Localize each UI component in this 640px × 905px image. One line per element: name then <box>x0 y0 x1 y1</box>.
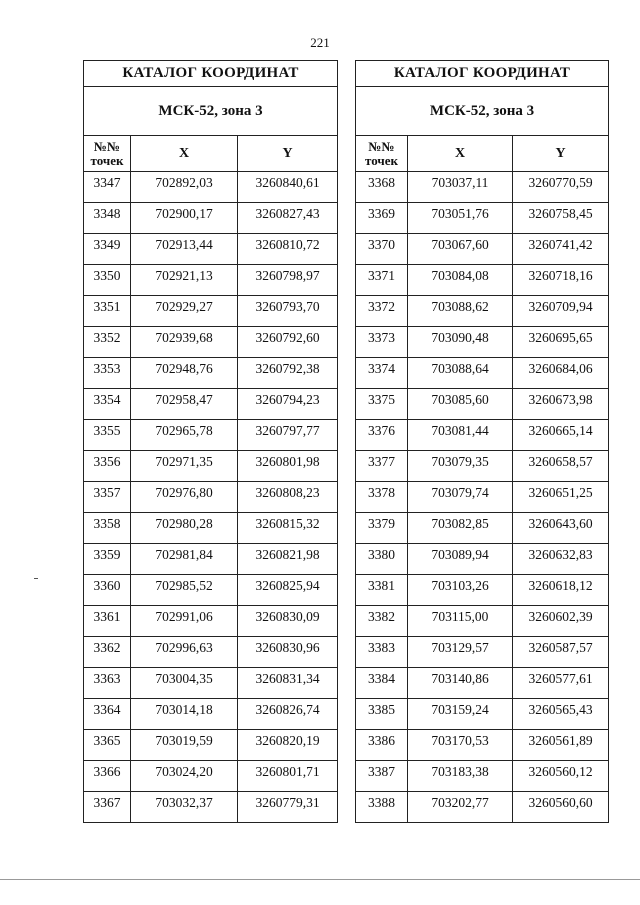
table-row <box>356 606 609 637</box>
y-coordinate-cell: 3260793,70 <box>238 296 338 327</box>
column-header-x: X <box>131 136 238 172</box>
table-row <box>356 575 609 606</box>
x-coordinate-cell: 702939,68 <box>131 327 238 358</box>
x-coordinate-cell: 703079,74 <box>408 482 513 513</box>
x-coordinate-cell: 702913,44 <box>131 234 238 265</box>
x-coordinate-cell: 703037,11 <box>408 172 513 203</box>
point-number-cell: 3372 <box>356 296 408 327</box>
table-row <box>356 668 609 699</box>
point-number-cell: 3383 <box>356 637 408 668</box>
point-number-cell: 3368 <box>356 172 408 203</box>
table-row <box>84 172 338 203</box>
x-coordinate-cell: 703067,60 <box>408 234 513 265</box>
x-coordinate-cell: 703115,00 <box>408 606 513 637</box>
point-number-cell: 3369 <box>356 203 408 234</box>
point-number-cell: 3361 <box>84 606 131 637</box>
point-number-cell: 3377 <box>356 451 408 482</box>
x-coordinate-cell: 703170,53 <box>408 730 513 761</box>
table-row <box>356 203 609 234</box>
y-coordinate-cell: 3260684,06 <box>513 358 609 389</box>
y-coordinate-cell: 3260602,39 <box>513 606 609 637</box>
y-coordinate-cell: 3260560,60 <box>513 792 609 823</box>
point-number-cell: 3373 <box>356 327 408 358</box>
point-number-cell: 3362 <box>84 637 131 668</box>
point-number-cell: 3380 <box>356 544 408 575</box>
column-header-point-number <box>356 136 408 172</box>
table-row <box>84 606 338 637</box>
x-coordinate-cell: 703103,26 <box>408 575 513 606</box>
y-coordinate-cell: 3260825,94 <box>238 575 338 606</box>
table-row <box>84 234 338 265</box>
table-row <box>356 234 609 265</box>
point-number-cell: 3382 <box>356 606 408 637</box>
y-coordinate-cell: 3260618,12 <box>513 575 609 606</box>
x-coordinate-cell: 702900,17 <box>131 203 238 234</box>
x-coordinate-cell: 703090,48 <box>408 327 513 358</box>
table-row <box>356 699 609 730</box>
point-number-cell: 3349 <box>84 234 131 265</box>
x-coordinate-cell: 703129,57 <box>408 637 513 668</box>
x-coordinate-cell: 703085,60 <box>408 389 513 420</box>
table-row <box>356 389 609 420</box>
y-coordinate-cell: 3260560,12 <box>513 761 609 792</box>
x-coordinate-cell: 703051,76 <box>408 203 513 234</box>
point-number-cell: 3365 <box>84 730 131 761</box>
point-number-cell: 3351 <box>84 296 131 327</box>
y-coordinate-cell: 3260821,98 <box>238 544 338 575</box>
point-number-cell: 3371 <box>356 265 408 296</box>
coordinate-catalog-table-right <box>355 60 609 823</box>
y-coordinate-cell: 3260709,94 <box>513 296 609 327</box>
x-coordinate-cell: 703019,59 <box>131 730 238 761</box>
y-coordinate-cell: 3260797,77 <box>238 420 338 451</box>
table-row <box>356 482 609 513</box>
y-coordinate-cell: 3260632,83 <box>513 544 609 575</box>
point-number-cell: 3347 <box>84 172 131 203</box>
point-number-header-text: №№ точек <box>90 138 124 168</box>
x-coordinate-cell: 702929,27 <box>131 296 238 327</box>
point-number-cell: 3367 <box>84 792 131 823</box>
coordinate-system-label: МСК-52, зона 3 <box>84 87 338 136</box>
y-coordinate-cell: 3260798,97 <box>238 265 338 296</box>
x-coordinate-cell: 703088,62 <box>408 296 513 327</box>
table-row <box>356 544 609 575</box>
point-number-cell: 3353 <box>84 358 131 389</box>
y-coordinate-cell: 3260758,45 <box>513 203 609 234</box>
x-coordinate-cell: 703081,44 <box>408 420 513 451</box>
table-row <box>84 203 338 234</box>
point-number-cell: 3381 <box>356 575 408 606</box>
y-coordinate-cell: 3260770,59 <box>513 172 609 203</box>
table-row <box>356 451 609 482</box>
table-row <box>84 327 338 358</box>
point-number-header-text: №№ точек <box>365 138 398 168</box>
table-row <box>84 575 338 606</box>
point-number-cell: 3379 <box>356 513 408 544</box>
point-number-cell: 3364 <box>84 699 131 730</box>
point-number-cell: 3355 <box>84 420 131 451</box>
table-row <box>84 451 338 482</box>
table-row <box>84 792 338 823</box>
x-coordinate-cell: 703079,35 <box>408 451 513 482</box>
table-row <box>84 358 338 389</box>
y-coordinate-cell: 3260561,89 <box>513 730 609 761</box>
column-header-y: Y <box>513 136 609 172</box>
x-coordinate-cell: 702996,63 <box>131 637 238 668</box>
table-row <box>84 761 338 792</box>
table-row <box>356 327 609 358</box>
x-coordinate-cell: 702965,78 <box>131 420 238 451</box>
table-row <box>84 699 338 730</box>
point-number-cell: 3378 <box>356 482 408 513</box>
column-header-x: X <box>408 136 513 172</box>
table-row <box>84 730 338 761</box>
y-coordinate-cell: 3260643,60 <box>513 513 609 544</box>
x-coordinate-cell: 703088,64 <box>408 358 513 389</box>
coordinate-catalog-table-left <box>83 60 338 823</box>
point-number-cell: 3357 <box>84 482 131 513</box>
point-number-cell: 3374 <box>356 358 408 389</box>
y-coordinate-cell: 3260651,25 <box>513 482 609 513</box>
point-number-cell: 3360 <box>84 575 131 606</box>
y-coordinate-cell: 3260718,16 <box>513 265 609 296</box>
point-number-cell: 3354 <box>84 389 131 420</box>
scan-speck <box>34 578 38 579</box>
y-coordinate-cell: 3260577,61 <box>513 668 609 699</box>
table-row <box>84 389 338 420</box>
table-row <box>356 358 609 389</box>
y-coordinate-cell: 3260826,74 <box>238 699 338 730</box>
table-row <box>84 544 338 575</box>
table-row <box>84 265 338 296</box>
page-number: 221 <box>310 35 330 50</box>
y-coordinate-cell: 3260658,57 <box>513 451 609 482</box>
table-row <box>84 482 338 513</box>
x-coordinate-cell: 702892,03 <box>131 172 238 203</box>
x-coordinate-cell: 703183,38 <box>408 761 513 792</box>
x-coordinate-cell: 702948,76 <box>131 358 238 389</box>
y-coordinate-cell: 3260831,34 <box>238 668 338 699</box>
footer-rule <box>0 879 640 880</box>
y-coordinate-cell: 3260779,31 <box>238 792 338 823</box>
table-row <box>356 513 609 544</box>
point-number-cell: 3384 <box>356 668 408 699</box>
table-row <box>356 296 609 327</box>
point-number-cell: 3388 <box>356 792 408 823</box>
x-coordinate-cell: 702981,84 <box>131 544 238 575</box>
y-coordinate-cell: 3260741,42 <box>513 234 609 265</box>
x-coordinate-cell: 703024,20 <box>131 761 238 792</box>
y-coordinate-cell: 3260665,14 <box>513 420 609 451</box>
y-coordinate-cell: 3260794,23 <box>238 389 338 420</box>
x-coordinate-cell: 702991,06 <box>131 606 238 637</box>
y-coordinate-cell: 3260827,43 <box>238 203 338 234</box>
y-coordinate-cell: 3260830,96 <box>238 637 338 668</box>
table-row <box>84 420 338 451</box>
point-number-cell: 3375 <box>356 389 408 420</box>
x-coordinate-cell: 703032,37 <box>131 792 238 823</box>
x-coordinate-cell: 703082,85 <box>408 513 513 544</box>
table-row <box>356 172 609 203</box>
y-coordinate-cell: 3260815,32 <box>238 513 338 544</box>
x-coordinate-cell: 702921,13 <box>131 265 238 296</box>
y-coordinate-cell: 3260810,72 <box>238 234 338 265</box>
point-number-cell: 3376 <box>356 420 408 451</box>
x-coordinate-cell: 702980,28 <box>131 513 238 544</box>
x-coordinate-cell: 703159,24 <box>408 699 513 730</box>
y-coordinate-cell: 3260820,19 <box>238 730 338 761</box>
point-number-cell: 3348 <box>84 203 131 234</box>
x-coordinate-cell: 703014,18 <box>131 699 238 730</box>
table-row <box>356 792 609 823</box>
point-number-cell: 3366 <box>84 761 131 792</box>
y-coordinate-cell: 3260587,57 <box>513 637 609 668</box>
point-number-cell: 3358 <box>84 513 131 544</box>
table-row <box>356 420 609 451</box>
y-coordinate-cell: 3260801,98 <box>238 451 338 482</box>
point-number-cell: 3386 <box>356 730 408 761</box>
y-coordinate-cell: 3260673,98 <box>513 389 609 420</box>
y-coordinate-cell: 3260565,43 <box>513 699 609 730</box>
x-coordinate-cell: 703140,86 <box>408 668 513 699</box>
table-row <box>356 265 609 296</box>
table-row <box>356 637 609 668</box>
table-row <box>356 761 609 792</box>
column-header-point-number <box>84 136 131 172</box>
point-number-cell: 3356 <box>84 451 131 482</box>
catalog-title: КАТАЛОГ КООРДИНАТ <box>356 61 609 87</box>
x-coordinate-cell: 703004,35 <box>131 668 238 699</box>
point-number-cell: 3352 <box>84 327 131 358</box>
x-coordinate-cell: 702971,35 <box>131 451 238 482</box>
point-number-cell: 3385 <box>356 699 408 730</box>
column-header-y: Y <box>238 136 338 172</box>
x-coordinate-cell: 702976,80 <box>131 482 238 513</box>
point-number-cell: 3387 <box>356 761 408 792</box>
point-number-cell: 3350 <box>84 265 131 296</box>
x-coordinate-cell: 702985,52 <box>131 575 238 606</box>
y-coordinate-cell: 3260830,09 <box>238 606 338 637</box>
coordinate-system-label: МСК-52, зона 3 <box>356 87 609 136</box>
x-coordinate-cell: 703089,94 <box>408 544 513 575</box>
table-row <box>84 296 338 327</box>
y-coordinate-cell: 3260792,38 <box>238 358 338 389</box>
y-coordinate-cell: 3260695,65 <box>513 327 609 358</box>
table-row <box>84 668 338 699</box>
table-row <box>84 637 338 668</box>
catalog-title: КАТАЛОГ КООРДИНАТ <box>84 61 338 87</box>
y-coordinate-cell: 3260808,23 <box>238 482 338 513</box>
y-coordinate-cell: 3260840,61 <box>238 172 338 203</box>
table-row <box>356 730 609 761</box>
y-coordinate-cell: 3260792,60 <box>238 327 338 358</box>
x-coordinate-cell: 702958,47 <box>131 389 238 420</box>
point-number-cell: 3370 <box>356 234 408 265</box>
x-coordinate-cell: 703084,08 <box>408 265 513 296</box>
point-number-cell: 3359 <box>84 544 131 575</box>
y-coordinate-cell: 3260801,71 <box>238 761 338 792</box>
x-coordinate-cell: 703202,77 <box>408 792 513 823</box>
table-row <box>84 513 338 544</box>
point-number-cell: 3363 <box>84 668 131 699</box>
